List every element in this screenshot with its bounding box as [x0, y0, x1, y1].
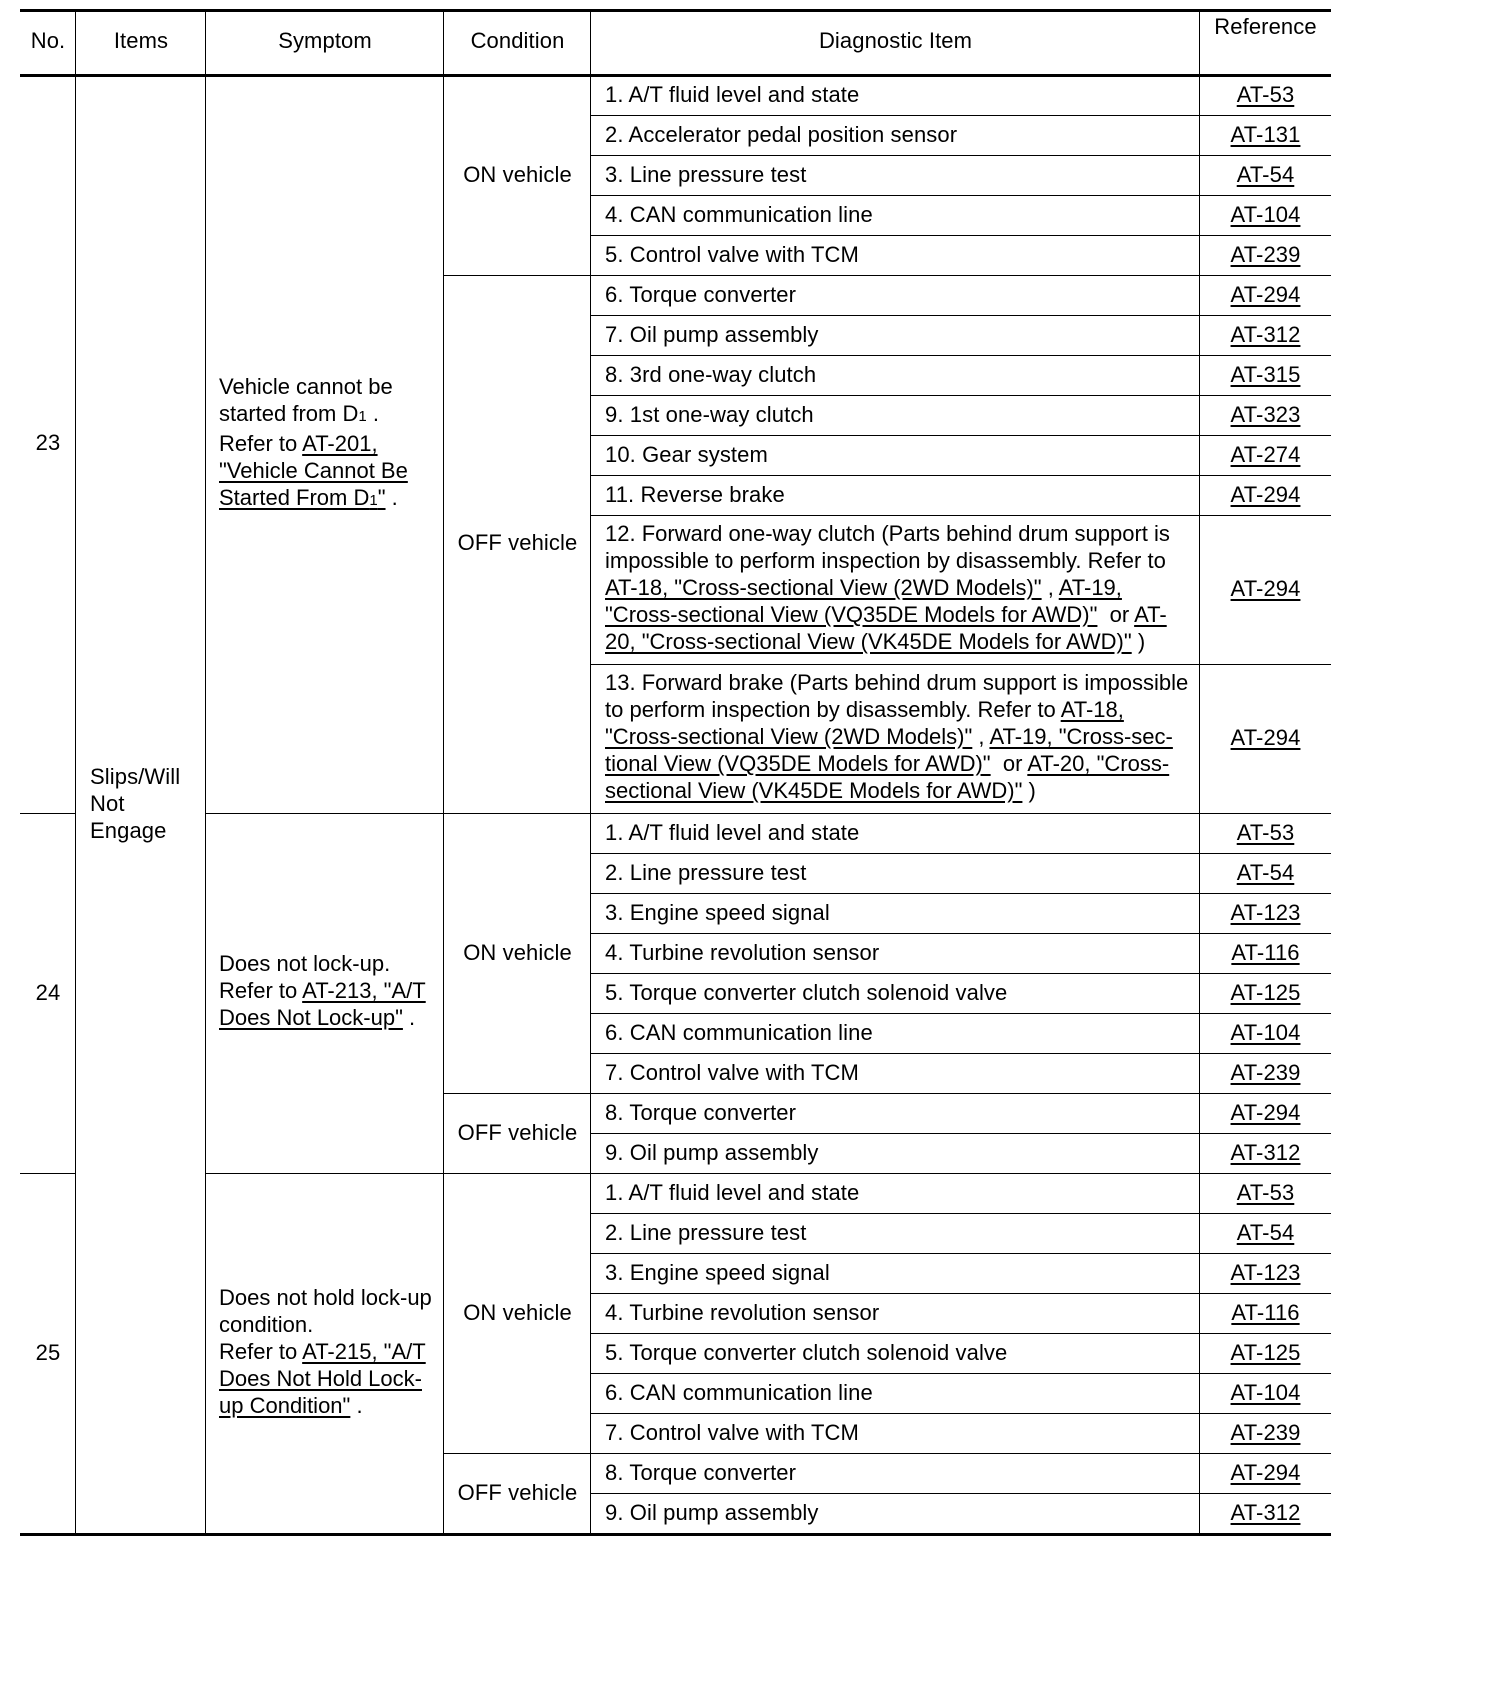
reference-link[interactable]: AT-239	[1230, 242, 1301, 267]
condition-off-25: OFF vehicle	[457, 1480, 578, 1505]
symptom-line: Does not lock-up.	[219, 951, 391, 976]
diagnostic-item: 4. Turbine revolution sensor	[605, 940, 880, 965]
group-no-25: 25	[35, 1340, 61, 1365]
diagnostic-item: 6. CAN communication line	[605, 1380, 873, 1405]
diagnostic-item: 6. Torque converter	[605, 282, 797, 307]
reference-link[interactable]: AT-312	[1230, 1500, 1301, 1525]
reference-link[interactable]: AT-116	[1231, 940, 1300, 965]
symptom-line	[219, 430, 408, 457]
row-rule	[590, 435, 1331, 436]
row-rule	[590, 1333, 1331, 1334]
reference-link[interactable]: AT-323	[1230, 402, 1301, 427]
row-rule	[590, 315, 1331, 316]
diagnostic-item: 3. Line pressure test	[605, 162, 807, 187]
symptom-line	[219, 400, 408, 430]
reference-link[interactable]: AT-294	[1230, 725, 1301, 750]
inline-link[interactable]: AT-	[1134, 602, 1167, 627]
diagnostic-line	[605, 750, 1188, 777]
inline-text: )	[1131, 629, 1146, 654]
row-rule	[590, 1373, 1331, 1374]
row-rule	[590, 475, 1331, 476]
diagnostic-item: 3. Engine speed signal	[605, 1260, 830, 1285]
row-rule	[590, 973, 1331, 974]
group-rule	[20, 1173, 75, 1174]
diagnostic-item: 4. CAN communication line	[605, 202, 873, 227]
reference-link[interactable]: AT-104	[1230, 202, 1301, 227]
row-rule	[443, 1453, 1331, 1454]
symptom-link[interactable]: AT-213, "A/T	[302, 978, 426, 1003]
row-rule	[590, 1293, 1331, 1294]
row-rule	[443, 275, 1331, 276]
group-no-23: 23	[35, 430, 61, 455]
symptom-line	[219, 1004, 426, 1031]
symptom-line: condition.	[219, 1312, 314, 1337]
diagnostic-line: 12. Forward one-way clutch (Parts behind drum support is	[605, 521, 1170, 546]
symptom-line	[219, 977, 426, 1004]
group-rule	[20, 813, 75, 814]
diagnostic-item: 2. Accelerator pedal position sensor	[605, 122, 958, 147]
diagnostic-item: 7. Control valve with TCM	[605, 1420, 859, 1445]
row-rule	[590, 1493, 1331, 1494]
row-rule	[590, 1253, 1331, 1254]
reference-link[interactable]: AT-54	[1236, 860, 1295, 885]
inline-link[interactable]: AT-20, "Cross-	[1027, 751, 1170, 776]
symptom-line: Vehicle cannot be	[219, 374, 393, 399]
symptom-23	[219, 373, 408, 514]
inline-link[interactable]: tional View (VQ35DE Models for AWD)"	[605, 751, 991, 776]
row-rule	[590, 515, 1331, 516]
inline-text: )	[1022, 778, 1036, 803]
condition-on-24: ON vehicle	[463, 940, 572, 965]
diagnostic-item: 7. Oil pump assembly	[605, 322, 819, 347]
symptom-link[interactable]: AT-215, "A/T	[302, 1339, 426, 1364]
diagnostic-item: 6. CAN communication line	[605, 1020, 873, 1045]
header-symptom: Symptom	[278, 28, 372, 53]
group-rule	[205, 1173, 1331, 1174]
reference-link[interactable]: AT-123	[1230, 900, 1301, 925]
row-rule	[443, 1093, 1331, 1094]
diagnostic-line	[605, 723, 1188, 750]
inline-text: or	[990, 751, 1028, 776]
inline-text: or	[1097, 602, 1135, 627]
inline-text: ,	[1041, 575, 1059, 600]
header-bottom-rule	[20, 74, 1331, 77]
row-rule	[590, 1013, 1331, 1014]
diagnostic-item: 10. Gear system	[605, 442, 768, 467]
diagnostic-item: 11. Reverse brake	[605, 482, 785, 507]
header-no: No.	[30, 28, 66, 53]
diagnostic-line	[605, 574, 1170, 601]
symptom-text: Refer to	[219, 431, 303, 456]
reference-link[interactable]: AT-294	[1230, 1460, 1301, 1485]
symptom-24	[219, 950, 426, 1031]
reference-link[interactable]: AT-104	[1230, 1380, 1301, 1405]
symptom-text: .	[350, 1393, 363, 1418]
diagnostic-table	[20, 9, 1421, 1634]
reference-link[interactable]: AT-294	[1230, 282, 1301, 307]
diagnostic-item: 4. Turbine revolution sensor	[605, 1300, 880, 1325]
reference-link[interactable]: AT-125	[1230, 1340, 1301, 1365]
symptom-text: .	[366, 401, 379, 426]
reference-link[interactable]: AT-54	[1236, 162, 1295, 187]
reference-link[interactable]: AT-104	[1230, 1020, 1301, 1045]
diagnostic-item: 2. Line pressure test	[605, 1220, 807, 1245]
items-cell: Slips/Will Not Engage	[90, 764, 181, 843]
col-rule	[205, 9, 206, 1535]
symptom-link[interactable]: up Condition"	[219, 1393, 351, 1418]
diagnostic-item: 8. Torque converter	[605, 1100, 797, 1125]
reference-link[interactable]: AT-123	[1230, 1260, 1301, 1285]
diagnostic-item: 7. Control valve with TCM	[605, 1060, 859, 1085]
table-bottom-rule	[20, 1533, 1331, 1536]
diagnostic-line: 13. Forward brake (Parts behind drum support is impossible	[605, 670, 1189, 695]
reference-link[interactable]: AT-54	[1236, 1220, 1295, 1245]
diagnostic-item-12	[605, 520, 1170, 655]
reference-link[interactable]: AT-294	[1230, 1100, 1301, 1125]
row-rule	[590, 235, 1331, 236]
row-rule	[590, 355, 1331, 356]
reference-link[interactable]: AT-294	[1230, 576, 1301, 601]
inline-text: ,	[972, 724, 990, 749]
diagnostic-item: 8. 3rd one-way clutch	[605, 362, 817, 387]
symptom-text: Refer to	[219, 1339, 303, 1364]
reference-link[interactable]: AT-312	[1230, 322, 1301, 347]
inline-link[interactable]: 20, "Cross-sectional View (VK45DE Models for AWD)"	[605, 629, 1132, 654]
inline-link[interactable]: sectional View (VK45DE Models for AWD)"	[605, 778, 1023, 803]
inline-link[interactable]: AT-18, "Cross-sectional View (2WD Models)"	[605, 575, 1042, 600]
symptom-text: .	[402, 1005, 416, 1030]
condition-off-23: OFF vehicle	[457, 530, 578, 555]
reference-link[interactable]: AT-125	[1230, 980, 1301, 1005]
diagnostic-item: 3. Engine speed signal	[605, 900, 830, 925]
symptom-line	[219, 457, 408, 484]
header-items: Items	[113, 28, 169, 53]
row-rule	[590, 1133, 1331, 1134]
diagnostic-line	[605, 777, 1188, 804]
row-rule	[590, 664, 1331, 665]
diagnostic-line: impossible to perform inspection by disassembly. Refer to	[605, 548, 1166, 573]
reference-link[interactable]: AT-294	[1230, 482, 1301, 507]
reference-link[interactable]: AT-239	[1230, 1420, 1301, 1445]
inline-link[interactable]: AT-19,	[1058, 575, 1122, 600]
diagnostic-item: 9. Oil pump assembly	[605, 1140, 819, 1165]
reference-link[interactable]: AT-53	[1236, 1180, 1295, 1205]
row-rule	[590, 1053, 1331, 1054]
row-rule	[590, 893, 1331, 894]
symptom-link[interactable]: Does Not Hold Lock-	[219, 1366, 422, 1391]
symptom-link[interactable]: AT-201,	[302, 431, 378, 456]
inline-link[interactable]: AT-18,	[1060, 697, 1124, 722]
row-rule	[590, 1413, 1331, 1414]
inline-link[interactable]: "Cross-sectional View (VQ35DE Models for AWD)"	[605, 602, 1098, 627]
col-rule	[75, 9, 76, 1535]
reference-link[interactable]: AT-315	[1230, 362, 1301, 387]
diagnostic-item: 5. Torque converter clutch solenoid valve	[605, 1340, 1008, 1365]
diagnostic-item: 1. A/T fluid level and state	[605, 820, 860, 845]
diagnostic-item-13	[605, 669, 1188, 804]
row-rule	[590, 155, 1331, 156]
inline-link[interactable]: AT-19, "Cross-sec-	[989, 724, 1173, 749]
symptom-text: .	[385, 485, 398, 510]
symptom-text: started from D	[219, 401, 359, 426]
diagnostic-item: 2. Line pressure test	[605, 860, 807, 885]
reference-link[interactable]: AT-239	[1230, 1060, 1301, 1085]
group-no-24: 24	[35, 980, 61, 1005]
row-rule	[590, 853, 1331, 854]
header-reference: Reference	[1214, 14, 1317, 39]
row-rule	[590, 195, 1331, 196]
inline-text: to perform inspection by disassembly. Refer to	[605, 697, 1061, 722]
condition-on-23: ON vehicle	[463, 162, 572, 187]
symptom-link[interactable]: Does Not Lock-up"	[219, 1005, 403, 1030]
subscript: 1	[358, 408, 367, 425]
table-top-rule	[20, 9, 1331, 12]
diagnostic-item: 9. Oil pump assembly	[605, 1500, 819, 1525]
diagnostic-item: 8. Torque converter	[605, 1460, 797, 1485]
condition-off-24: OFF vehicle	[457, 1120, 578, 1145]
diagnostic-item: 1. A/T fluid level and state	[605, 1180, 860, 1205]
symptom-line	[219, 1392, 432, 1419]
inline-link[interactable]: "Cross-sectional View (2WD Models)"	[605, 724, 973, 749]
diagnostic-item: 9. 1st one-way clutch	[605, 402, 814, 427]
reference-link[interactable]: AT-274	[1230, 442, 1301, 467]
symptom-line	[219, 1365, 432, 1392]
reference-link[interactable]: AT-53	[1236, 82, 1295, 107]
reference-link[interactable]: AT-131	[1230, 122, 1301, 147]
row-rule	[590, 115, 1331, 116]
group-rule	[205, 813, 1331, 814]
symptom-line	[219, 1338, 432, 1365]
diagnostic-item: 5. Torque converter clutch solenoid valve	[605, 980, 1008, 1005]
diagnostic-line	[605, 696, 1188, 723]
symptom-25	[219, 1284, 432, 1419]
symptom-link-text: "	[377, 485, 386, 510]
diagnostic-item: 1. A/T fluid level and state	[605, 82, 860, 107]
condition-on-25: ON vehicle	[463, 1300, 572, 1325]
diagnostic-line	[605, 628, 1170, 655]
reference-link[interactable]: AT-116	[1231, 1300, 1300, 1325]
row-rule	[590, 933, 1331, 934]
symptom-link-text: Started From D	[219, 485, 370, 510]
row-rule	[590, 395, 1331, 396]
symptom-link[interactable]: "Vehicle Cannot Be	[219, 458, 408, 483]
diagnostic-line	[605, 601, 1170, 628]
reference-link[interactable]: AT-53	[1236, 820, 1295, 845]
header-condition: Condition	[470, 28, 565, 53]
symptom-line: Does not hold lock-up	[219, 1285, 432, 1310]
diagnostic-item: 5. Control valve with TCM	[605, 242, 859, 267]
symptom-text: Refer to	[219, 978, 303, 1003]
header-diagnostic-item: Diagnostic Item	[818, 28, 973, 53]
symptom-line	[219, 484, 408, 514]
subscript: 1	[369, 492, 378, 509]
reference-link[interactable]: AT-312	[1230, 1140, 1301, 1165]
row-rule	[590, 1213, 1331, 1214]
symptom-link[interactable]	[219, 485, 386, 510]
